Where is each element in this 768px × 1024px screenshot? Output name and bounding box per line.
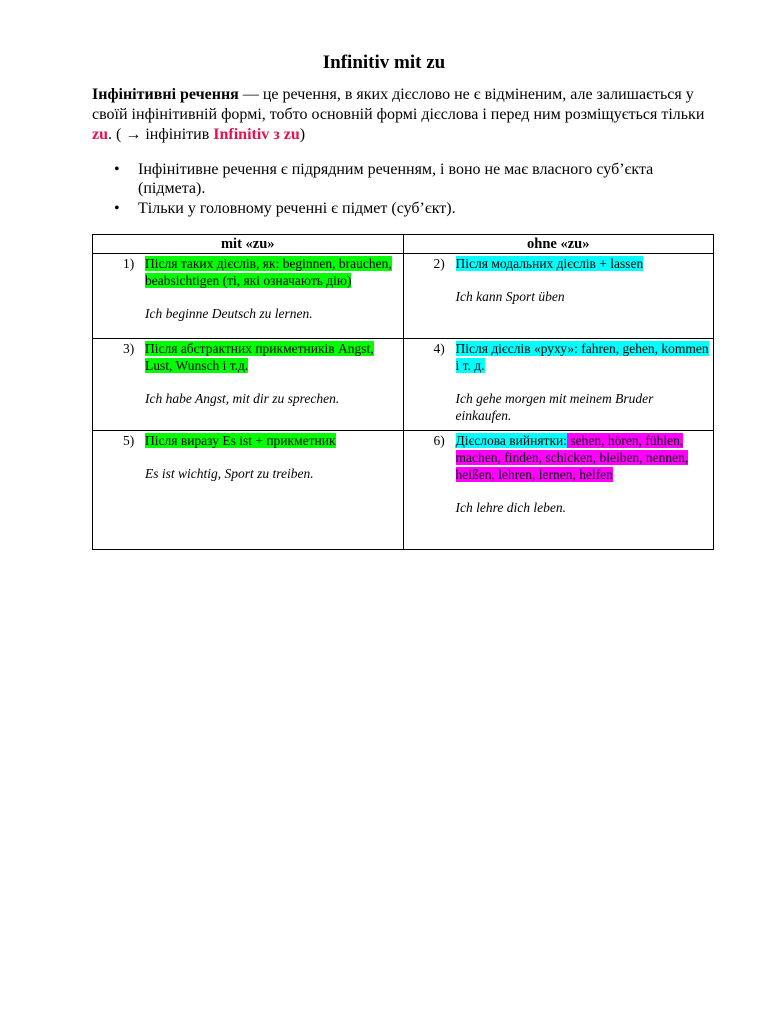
intro-paragraph: [92, 85, 712, 145]
table-cell: [93, 254, 404, 339]
rule-text: Після модальних дієслів + lassen: [455, 256, 644, 271]
rule-text: Після таких дієслів, як: beginnen, brauchen, beabsichtigen (ті, які означають дію): [145, 256, 392, 288]
table-row: [93, 254, 714, 339]
table-cell: [93, 431, 404, 550]
bullet-item: [92, 199, 712, 218]
intro-text-3: ): [299, 126, 306, 143]
bullet-text: Інфінітивне речення є підрядним реченням, і воно не має власного суб’єкта (підмета).: [138, 161, 654, 197]
table-cell: [403, 254, 714, 339]
table-row: [93, 339, 714, 431]
header-ohne-zu: ohne «zu»: [403, 235, 714, 254]
rule-number: 1): [123, 256, 135, 271]
bullet-text: Тільки у головному реченні є підмет (суб’єкт).: [138, 200, 456, 217]
rule-text: Після абстрактних прикметників Angst, Lust, Wunsch і т.д.: [145, 341, 374, 373]
header-mit-zu: mit «zu»: [93, 235, 404, 254]
rule-number: 3): [123, 341, 135, 356]
table-cell: [403, 339, 714, 431]
rule-label: Дієслова вийнятки:: [455, 433, 567, 448]
rule-text: Після дієслів «руху»: fahren, gehen, kommen і т. д.: [455, 341, 709, 373]
rule-example: Ich beginne Deutsch zu lernen.: [145, 306, 313, 321]
table-cell: [403, 431, 714, 550]
bullet-icon: •: [114, 161, 120, 178]
intro-text-1: — це речення, в яких дієслово не є відміненим, але залишається у своїй інфінітивній формі, тобто основній формі дієслова і перед ним розміщується тільки: [92, 86, 705, 123]
grammar-table: [92, 234, 714, 550]
rule-example: Ich kann Sport üben: [455, 289, 565, 304]
rule-example: Es ist wichtig, Sport zu treiben.: [145, 466, 314, 481]
rule-text: sehen, hören, fühlen, machen, finden, schicken, bleiben, nennen, heißen, lehren, lernen, helfen: [455, 433, 689, 482]
bullet-icon: •: [114, 200, 120, 217]
rule-example: Ich gehe morgen mit meinem Bruder einkaufen.: [455, 391, 654, 423]
page-title: Infinitiv mit zu: [322, 52, 446, 73]
intro-infinitiv-label: Infinitiv з zu: [213, 126, 300, 143]
table-header-row: [93, 235, 714, 254]
bullet-item: [92, 160, 712, 198]
rule-number: 5): [123, 433, 135, 448]
rule-example: Ich lehre dich leben.: [455, 500, 566, 515]
intro-term: Інфінітивні речення: [92, 86, 239, 103]
rule-number: 2): [433, 256, 445, 271]
bullet-list: [92, 160, 712, 219]
rule-number: 6): [433, 433, 445, 448]
intro-text-2: . ( → інфінітив: [108, 126, 214, 143]
rule-number: 4): [433, 341, 445, 356]
intro-zu: zu: [92, 126, 108, 143]
table-row: [93, 431, 714, 550]
table-cell: [93, 339, 404, 431]
rule-text: Після виразу Es ist + прикметник: [145, 433, 336, 448]
rule-example: Ich habe Angst, mit dir zu sprechen.: [145, 391, 340, 406]
